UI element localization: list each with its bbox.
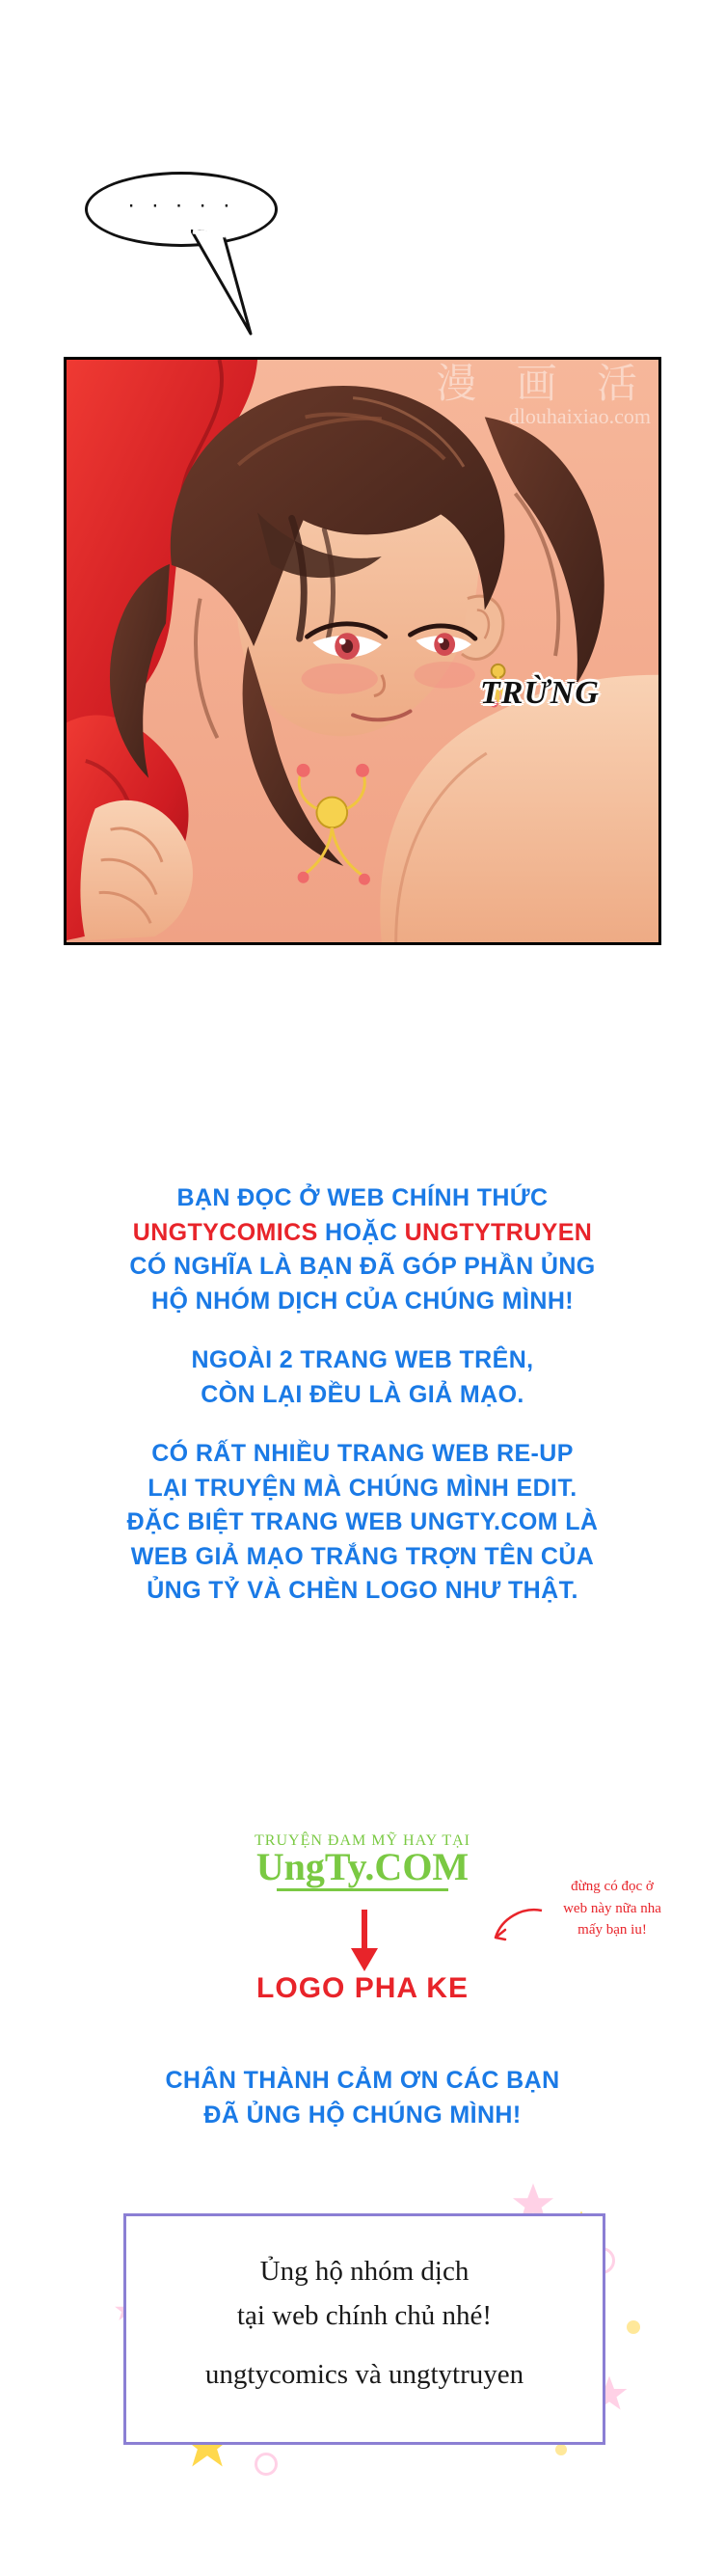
support-message-text [126, 2216, 603, 2397]
thanks-line-1: CHÂN THÀNH CẢM ƠN CÁC BẠN [165, 2067, 560, 2094]
speech-bubble [85, 172, 297, 307]
handnote-line-3: mấy bạn iu! [577, 1922, 647, 1938]
notice-paragraph-1 [0, 1181, 725, 1318]
notice-site-ungtytruyen: UNGTYTRUYEN [404, 1218, 593, 1246]
handwritten-warning-note [521, 1876, 704, 1941]
notice-p1-l3: CÓ NGHĨA LÀ BẠN ĐÃ GÓP PHẦN ỦNG [129, 1253, 596, 1280]
notice-block [0, 1181, 725, 1634]
notice-p1-l2-conj: HOẶC [317, 1218, 405, 1246]
notice-p3-l4: WEB GIẢ MẠO TRẮNG TRỢN TÊN CỦA [130, 1542, 595, 1570]
notice-p1-l1: BẠN ĐỌC Ở WEB CHÍNH THỨC [176, 1184, 549, 1211]
notice-p2-l1: NGOÀI 2 TRANG WEB TRÊN, [191, 1346, 534, 1373]
notice-site-ungtycomics: UNGTYCOMICS [132, 1218, 318, 1246]
circle-decor-2 [627, 2320, 640, 2334]
notice-p3-l3: ĐẶC BIỆT TRANG WEB UNGTY.COM LÀ [126, 1508, 599, 1535]
down-arrow-icon [345, 1910, 384, 1973]
notice-p3-l5: ỦNG TỶ VÀ CHÈN LOGO NHƯ THẬT. [147, 1577, 578, 1604]
handnote-line-2: web này nữa nha [563, 1900, 661, 1916]
curved-arrow-icon [490, 1905, 544, 1949]
circle-decor-3 [255, 2453, 278, 2476]
notice-paragraph-2 [0, 1343, 725, 1412]
notice-p3-l1: CÓ RẤT NHIỀU TRANG WEB RE-UP [151, 1440, 574, 1467]
thanks-block [0, 2064, 725, 2132]
handnote-line-1: đừng có đọc ở [571, 1879, 654, 1894]
support-line-1: Ủng hộ nhóm dịch [259, 2256, 470, 2287]
fake-logo-wordmark: UngTy.COM [255, 1845, 470, 1888]
support-message-box [123, 2213, 605, 2445]
watermark-cjk-text: 漫 画 活 [436, 360, 651, 407]
thanks-line-2: ĐÃ ỦNG HỘ CHÚNG MÌNH! [203, 2101, 522, 2129]
support-line-3: ungtycomics và ungtytruyen [204, 2358, 524, 2390]
sound-effect-text: TRỪNG [480, 675, 600, 711]
circle-decor-5 [555, 2444, 567, 2455]
notice-paragraph-3 [0, 1437, 725, 1609]
fake-logo-underline [277, 1888, 448, 1891]
speech-bubble-text: · · · · · [127, 192, 235, 218]
comic-panel [64, 357, 661, 945]
watermark-url-text: dlouhaixiao.com [508, 404, 651, 428]
fake-logo-tagline: TRUYỆN ĐAM MỸ HAY TẠI [255, 1832, 470, 1849]
fake-logo-caption: LOGO PHA KE [256, 1972, 469, 2004]
notice-p2-l2: CÒN LẠI ĐỀU LÀ GIẢ MẠO. [201, 1380, 524, 1408]
comic-panel-artwork [67, 360, 658, 942]
support-line-2: tại web chính chủ nhé! [236, 2300, 493, 2332]
notice-p3-l2: LẠI TRUYỆN MÀ CHÚNG MÌNH EDIT. [148, 1474, 577, 1502]
notice-p1-l4: HỘ NHÓM DỊCH CỦA CHÚNG MÌNH! [150, 1287, 575, 1315]
speech-bubble-tail [191, 230, 297, 355]
